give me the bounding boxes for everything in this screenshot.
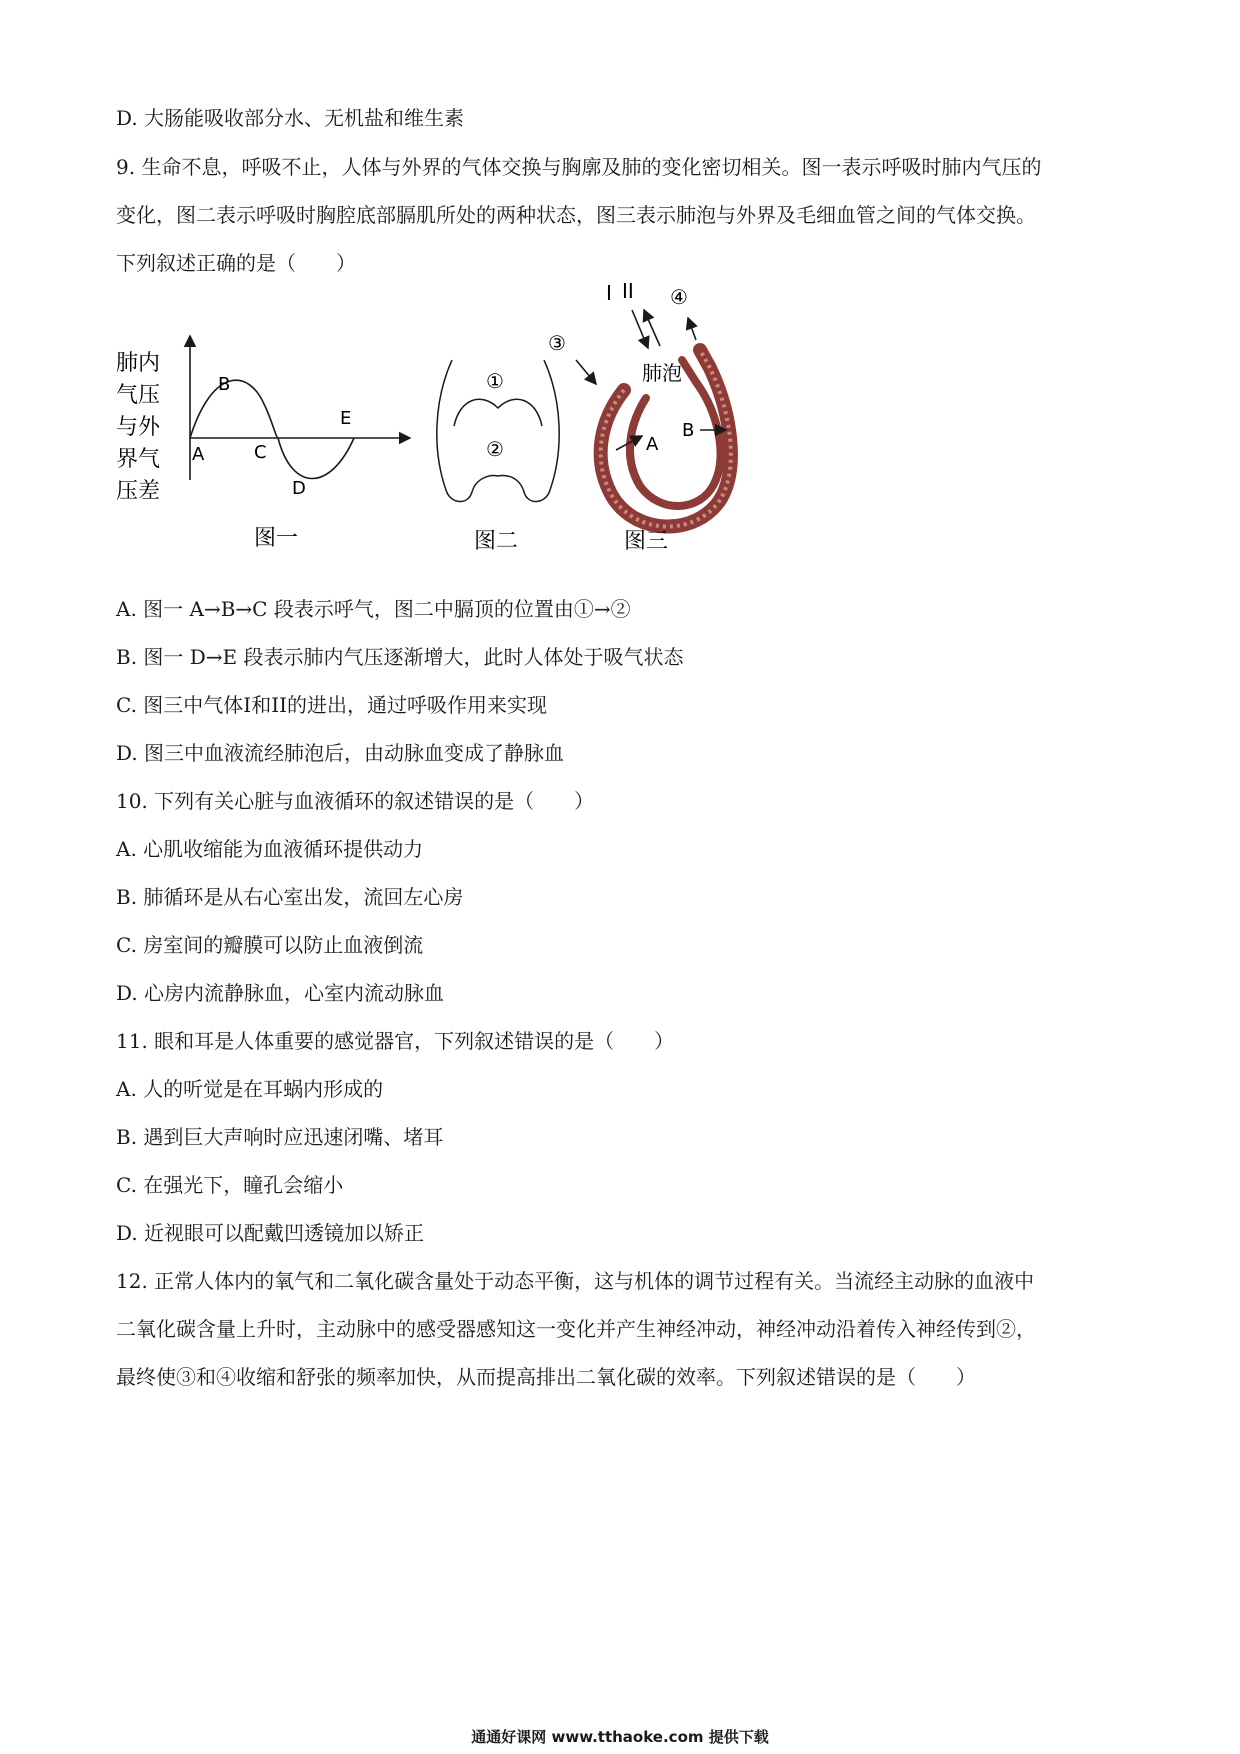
q12-stem-line: 最终使③和④收缩和舒张的频率加快，从而提高排出二氧化碳的效率。下列叙述错误的是（ ） [116,1365,976,1389]
fig3-mark: ③ [548,331,566,355]
fig3-gas-label: I [606,281,612,305]
q12-stem [116,1257,1126,1401]
fig1-point-label: C [254,442,267,463]
fig2-mark: ② [486,437,504,461]
fig2-diaphragm-upper [454,399,542,426]
fig1-ylabel-line: 压差 [116,479,161,504]
q11-option: A. 人的听觉是在耳蜗内形成的 [116,1077,384,1101]
q9-options [116,585,1126,777]
q10-option: B. 肺循环是从右心室出发，流回左心房 [116,885,464,909]
q10-option: D. 心房内流静脉血，心室内流动脉血 [116,981,445,1005]
q9-stem-line: 变化，图二表示呼吸时胸腔底部膈肌所处的两种状态，图三表示肺泡与外界及毛细血管之间的气体交换。 [116,203,1036,227]
q9-figures [116,279,836,570]
q9-option: D. 图三中血液流经肺泡后，由动脉血变成了静脉血 [116,741,565,765]
fig3-inflow-arrow [576,360,596,384]
q10-option: A. 心肌收缩能为血液循环提供动力 [116,837,424,861]
fig3-outflow-arrow [688,318,696,340]
fig3-alveolus-label: 肺泡 [642,361,682,385]
q12-stem-line: 12. 正常人体内的氧气和二氧化碳含量处于动态平衡，这与机体的调节过程有关。当流经主动脉的血液中 [116,1269,1035,1293]
fig3-mark: ④ [670,285,688,309]
fig2-caption: 图二 [474,529,519,554]
figure-3 [548,279,731,554]
fig3-label-a: A [646,434,659,455]
q8-option-d: D. 大肠能吸收部分水、无机盐和维生素 [116,106,465,130]
footer-watermark: 通通好课网 www.tthaoke.com 提供下载 [471,1728,769,1746]
q11-stem: 11. 眼和耳是人体重要的感觉器官，下列叙述错误的是（ ） [116,1029,675,1053]
fig2-mark: ① [486,369,504,393]
q10 [116,777,1126,1017]
figure-1 [116,336,410,551]
q12-stem-line: 二氧化碳含量上升时，主动脉中的感受器感知这一变化并产生神经冲动，神经冲动沿着传入神经传到②， [116,1317,1036,1341]
q9-option: B. 图一 D→E 段表示肺内气压逐渐增大，此时人体处于吸气状态 [116,645,684,669]
fig1-caption: 图一 [254,526,299,551]
fig1-point-label: A [192,444,205,465]
q10-stem: 10. 下列有关心脏与血液循环的叙述错误的是（ ） [116,789,595,813]
fig3-caption: 图三 [624,529,669,554]
q11 [116,1017,1126,1257]
fig1-ylabel-line: 肺内 [116,351,161,376]
q9-option: C. 图三中气体I和II的进出，通过呼吸作用来实现 [116,693,548,717]
q11-option: C. 在强光下，瞳孔会缩小 [116,1173,344,1197]
fig3-label-b: B [682,420,695,441]
fig1-pressure-curve [190,380,354,478]
figure-2 [437,360,559,554]
fig3-gas-label: II [622,279,634,303]
fig3-gas-out-arrow [644,310,660,346]
fig1-ylabel-line: 气压 [116,383,161,408]
fig1-point-label: D [292,478,306,499]
q9-stem-line: 下列叙述正确的是（ ） [116,251,356,275]
q9-stem [116,143,1126,287]
fig1-ylabel-line: 与外 [116,415,161,440]
fig1-ylabel-line: 界气 [116,447,161,472]
fig1-point-label: B [218,374,231,395]
q9-option: A. 图一 A→B→C 段表示呼气，图二中膈顶的位置由①→② [116,597,631,621]
q10-option: C. 房室间的瓣膜可以防止血液倒流 [116,933,424,957]
fig3-gas-in-arrow [632,310,648,348]
q9-stem-line: 9. 生命不息，呼吸不止，人体与外界的气体交换与胸廓及肺的变化密切相关。图一表示呼吸时肺内气压的 [116,155,1042,179]
q11-option: B. 遇到巨大声响时应迅速闭嘴、堵耳 [116,1125,444,1149]
fig1-point-label: E [340,408,352,429]
q11-option: D. 近视眼可以配戴凹透镜加以矫正 [116,1221,425,1245]
